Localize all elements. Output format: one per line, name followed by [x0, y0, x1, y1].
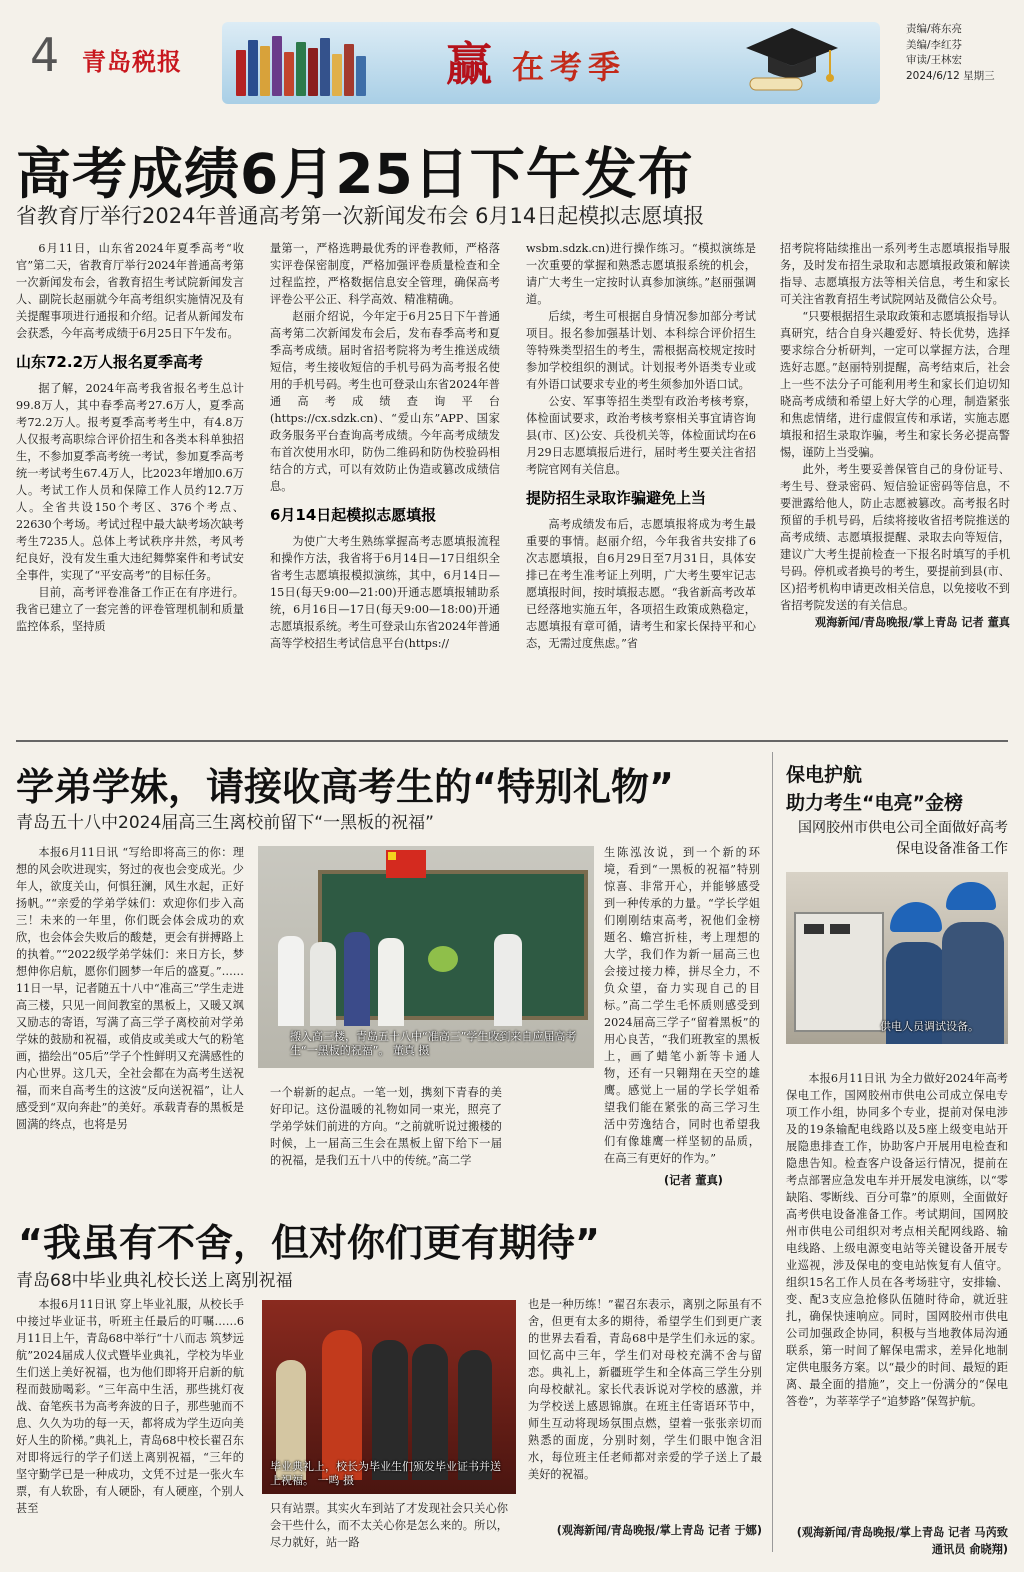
story2-column-1: 本报6月11日讯 “写给即将高三的你：理想的风会吹进现实，努过的夜也会变成光。少年人，欲度关山，何惧狂澜，风生水起，正好扬帆。”“亲爱的学弟学妹们：欢迎你们步入高三！未来的一年里，你们既会体会成功的欢欣，也会体会失败后的酸楚，更会有拼搏路上的执着。”“2022级学弟学妹们：来日方长，梦想伸你启航，愿你们圆梦一年后的盛夏。”……11日一早，记者随五十八中“准高三”学生走进高三楼，只见一间间教室的黑板上，又暖又飒又励志的寄语，写满了高三学子离校前对学弟学妹的鼓励和祝福，或俏皮或美或大气的粉笔画，描绘出“05后”学子个性鲜明又充满感性的内心世界。这几天，全社会都在为高考生送祝福，而来自高考生的这波“反向送祝福”，让人感受到“双向奔赴”的美好。承载青春的黑板是圆满的终点，也将是另 — [16, 846, 244, 1131]
story2-photo — [258, 846, 594, 1068]
story3-column-3: 也是一种历练！”翟召东表示，离别之际虽有不舍，但更有太多的期待，希望学生们到更广袤的世界去看看，青岛68中是学生们永远的家。回忆高中三年，学生们对母校充满不舍与留恋。典礼上，新疆班学生和全体高三学生分别向母校献礼。家长代表诉说对学校的感激，并为学校送上感恩锦旗。在班主任寄语环节中，师生互动将现场氛围点燃，望着一张张亲切而熟悉的面庞，分别时刻，学生们眼中饱含泪水，每位班主任老师都对亲爱的学子送上了最美好的祝福。 — [528, 1298, 762, 1481]
story3-column-1: 本报6月11日讯 穿上毕业礼服，从校长手中接过毕业证书，听班主任最后的叮嘱……6月11日上午，青岛68中举行“十八而志 筑梦远航”2024届成人仪式暨毕业典礼，学校为毕业生们送上美好祝福，也为他们即将开启新的航程而鼓励喝彩。“三年高中生活，那些挑灯夜战、奋笔疾书为高考奔波的日子，那些驰而不息、久久为功的每一天，都将成为学生迈向美好人生的阶梯。”典礼上，青岛68中校长翟召东对即将远行的学子们送上离别祝福，“三年的坚守勤学已是一种成功，文凭不过是一张火车票，有人软卧，有人硬卧，有人硬座，个别人甚至 — [16, 1298, 244, 1515]
main-subheading-1: 山东72.2万人报名夏季高考 — [16, 353, 204, 371]
sidebar-subhead: 国网胶州市供电公司全面做好高考保电设备准备工作 — [798, 820, 1008, 857]
sidebar-photo-caption: 供电人员调试设备。 — [880, 1020, 979, 1033]
story2-subhead: 青岛五十八中2024届高三生离校前留下“一黑板的祝福” — [16, 813, 434, 833]
main-column-4: 招考院将陆续推出一系列考生志愿填报指导服务，及时发布招生录取和志愿填报政策和解读指导、志愿填报方法等相关信息，考生和家长可关注省教育招生考试院网站及微信公众号。 “只要根据招生录取政策和志愿填报指导认真研究，结合自身兴趣爱好、特长优势，选择要求综合分析研判，一定可以掌握方法，合理选好志愿。”赵丽特别提醒，高考结束后，社会上一些不法分子可能利用考生和家长们迫切知晓高考成绩和希望上好大学的心理，制造紧张和焦虑情绪，进行虚假宣传和承诺，实施志愿填报和招生录取诈骗，考生和家长务必提高警惕，谨防上当受骗。 此外，考生要妥善保管自己的身份证号、考生号、登录密码、短信验证密码等信息，不要泄露给他人，防止志愿被篡改。高考报名时预留的手机号码，后续将接收省招考院推送的高考成绩、志愿填报提醒、录取去向等短信，建议广大考生提前检查一下报名时填写的手机号码。停机或者换号的考生，要提前到县(市、区)招考机构申请更改相关信息，以免接收不到省招考院发送的有关信息。 观海新闻/青岛晚报/掌上青岛 记者 董真 — [780, 242, 1010, 629]
main-headline: 高考成绩6月25日下午发布 — [16, 142, 694, 206]
story3-byline: (观海新闻/青岛晚报/掌上青岛 记者 于娜) — [556, 1524, 762, 1537]
story2-byline: (记者 董真) — [664, 1174, 723, 1187]
sidebar-divider — [772, 752, 773, 1552]
sidebar-headline-1: 保电护航 — [786, 764, 863, 786]
story3-subhead: 青岛68中毕业典礼校长送上离别祝福 — [16, 1271, 293, 1291]
story2-headline: 学弟学妹，请接收高考生的“特别礼物” — [16, 765, 674, 809]
main-column-1: 6月11日，山东省2024年夏季高考“收官”第二天，省教育厅举行2024年普通高考第一次新闻发布会，省教育招生考试院新闻发言人、副院长赵丽就今年高考组织实施情况及有关提醒事项进行通报和介绍。记者从新闻发布会获悉，今年高考成绩于6月25日下午发布。 山东72.2万人报名夏季高考 据了解，2024年高考我省报名考生总计99.8万人，其中春季高考27.6万人，夏季高考72.2万人。报考夏季高考考生中，有4.8万人仅报考高职综合评价招生和各类本科单独招生，不参加夏季高考统一考试，参加夏季高考统一考试考生67.4万人，比2023年增加0.6万人。考试工作人员和保障工作人员约12.7万人。全省共设150个考区、376个考点、22630个考场。考试过程中最大缺考场次缺考考生7235人。总体上考试秩序井然，考风考纪良好，没有发生重大违纪舞弊案件和考试安全事件，实现了“平安高考”的目标任务。 目前，高考评卷准备工作正在有序进行。我省已建立了一套完善的评卷管理机制和质量监控体系，坚持质 — [16, 242, 244, 633]
sidebar-byline: (观海新闻/青岛晚报/掌上青岛 记者 马芮致 通讯员 俞晓翔) — [796, 1526, 1008, 1556]
banner-title: 在考季 — [512, 48, 627, 86]
main-column-2: 量第一，严格选聘最优秀的评卷教师，严格落实评卷保密制度，严格加强评卷质量检查和全过程监控，严格数据信息安全管理，确保高考评卷公平公正、科学高效、精准精确。 赵丽介绍说，今年定于6月25日下午普通高考第二次新闻发布会后，发布春季高考和夏季高考成绩。届时省招考院将为考生推送成绩短信，考生接收短信的手机号码为高考报名使用的手机号码。考生也可登录山东省2024年普通高考成绩查询平台(https://cx.sdzk.cn)、“爱山东”APP、国家政务服务平台查询高考成绩。今年高考成绩发布首次使用水印，防伪二维码和防伪校验码相结合的方式，可以有效防止伪造或篡改成绩信息。 6月14日起模拟志愿填报 为使广大考生熟练掌握高考志愿填报流程和操作方法，我省将于6月14日—17日组织全省考生志愿填报模拟演练，其中，6月14日—15日(每天9:00—21:00)开通志愿填报辅助系统，6月16日—17日(每天9:00—18:00)开通志愿填报系统。考生可登录山东省2024年普通高等学校招生考试信息平台(https:// — [270, 242, 500, 650]
editor-credits: 责编/蒋东亮 美编/李红芬 审读/王林宏 2024/6/12 星期三 — [906, 23, 995, 82]
story3-photo — [262, 1300, 516, 1494]
main-column-3: wsbm.sdzk.cn)进行操作练习。“模拟演练是一次重要的掌握和熟悉志愿填报系统的机会，请广大考生一定按时认真参加演练。”赵丽强调道。 后续，考生可根据自身情况参加部分考试项目。报名参加强基计划、本科综合评价招生等特殊类型招生的考生，需根据高校规定按时参加学校组织的测试。计划报考外语类专业或有外语口试要求专业的考生须参加外语口试。 公安、军事等招生类型有政治考核考察，体检面试要求，政治考核考察相关事宜请咨询县(市、区)公安、兵役机关等，体检面试均在6月29日志愿填报后进行，届时考生要关注省招考院官网有关信息。 提防招生录取诈骗避免上当 高考成绩发布后，志愿填报将成为考生最重要的事情。赵丽介绍，今年我省共安排了6次志愿填报，自6月29日至7月31日，具体安排已在考生准考证上列明，广大考生要牢记志愿填报时间，按时填报志愿。“我省新高考改革已经落地实施五年，各项招生政策成熟稳定，志愿填报有章可循，请考生和家长保持平和心态，无需过度焦虑。”省 — [526, 242, 756, 650]
graduation-cap-icon — [742, 24, 842, 96]
page-number: 4 — [30, 28, 60, 82]
banner-win-char: 赢 — [446, 37, 492, 91]
story3-under-photo: 只有站票。其实火车到站了才发现社会只关心你会干些什么，而不太关心你是怎么来的。所以，尽力就好，站一路 — [270, 1502, 508, 1549]
story2-column-3: 生陈泓汝说，到一个新的环境，看到“一黑板的祝福”特别惊喜、非常开心，并能够感受到一种传承的力量。“学长学姐们刚刚结束高考，祝他们金榜题名、蟾宫折桂，考上理想的大学，我们作为新一届高三也会接过接力棒，拼尽全力，不负众望，奋力实现自己的目标。”高二学生毛怀质则感受到2024届高三学子“留着黑板”的用心良苦，“我们班教室的黑板上，画了蜡笔小新等卡通人物，还有一只翱翔在天空的雄鹰。感觉上一届的学长学姐希望我们能在紧张的高三学习生活中劳逸结合，同时也希望我们有像雄鹰一样坚韧的品质，在高三有更好的作为。” — [604, 846, 760, 1165]
paper-logo: 青岛税报 — [82, 47, 182, 76]
main-byline: 观海新闻/青岛晚报/掌上青岛 记者 董真 — [815, 616, 1010, 629]
story3-photo-caption: 毕业典礼上，校长为毕业生们颁发毕业证书并送上祝福。 一鸣 摄 — [270, 1460, 501, 1487]
story3-headline: “我虽有不舍，但对你们更有期待” — [18, 1221, 600, 1265]
main-subheading-3: 提防招生录取诈骗避免上当 — [526, 489, 707, 507]
sidebar-headline-2: 助力考生“电亮”金榜 — [786, 792, 963, 814]
main-subhead: 省教育厅举行2024年普通高考第一次新闻发布会 6月14日起模拟志愿填报 — [16, 204, 705, 228]
sidebar-photo — [786, 872, 1008, 1044]
sidebar-body: 本报6月11日讯 为全力做好2024年高考保电工作，国网胶州市供电公司成立保电专项工作小组，协同多个专业，提前对保电涉及的19条输配电线路以及5座上级变电站开展隐患排查工作，协助客户开展用电检查和隐患告知。检查客户设备运行情况，提前在考点部署应急发电车并开展发电演练，以“零缺陷、零断线、百分可靠”的原则，全面做好高考供电设备准备工作。考试期间，国网胶州市供电公司组织对考点相关配网线路、输电线路、上级电源变电站等关键设备开展专业巡视，涉及保电的变电站恢复有人值守。组织15名工作人员在各考场驻守，安排输、变、配3支应急抢修队伍随时待命，就近驻扎，确保快速响应。同时，国网胶州市供电公司加强政企协同，积极与当地教体局沟通联系，第一时间了解保电需求，差异化地制定供电服务方案。以“最少的时间、最短的距离、最全面的措施”，交上一份满分的“保电答卷”，为莘莘学子“追梦路”保驾护航。 — [786, 1072, 1008, 1408]
section-banner — [222, 22, 880, 104]
main-subheading-2: 6月14日起模拟志愿填报 — [270, 506, 437, 524]
story2-under-photo: 一个崭新的起点。一笔一划，携刻下青春的美好印记。这份温暖的礼物如同一束光，照亮了学弟学妹们前进的方向。“之前就听说过搬楼的时候，上一届高三生会在黑板上留下给下一届的祝福，是我们五十八中的传统。”高二学 — [270, 1086, 502, 1167]
divider — [16, 740, 1008, 742]
story2-photo-caption: 搬入高三楼，青岛五十八中“准高三”学生收到来自应届高考生“一黑板的祝福”。 董真 摄 — [290, 1030, 577, 1057]
